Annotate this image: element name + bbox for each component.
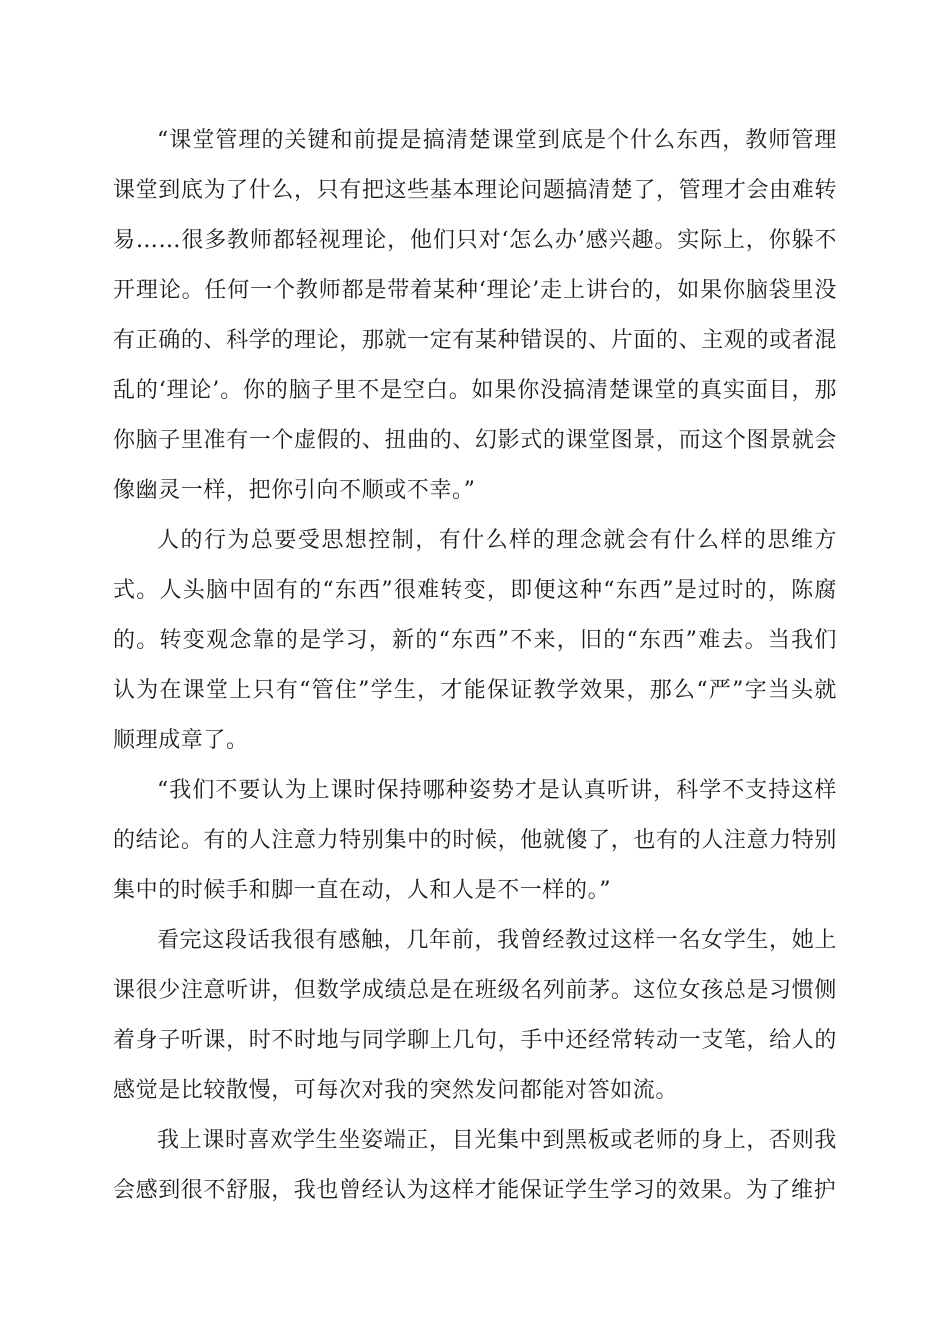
paragraph-3: “我们不要认为上课时保持哪种姿势才是认真听讲，科学不支持这样的结论。有的人注意力特别集中的时候，他就傻了，也有的人注意力特别集中的时候手和脚一直在动，人和人是不一样的。” (113, 778, 837, 903)
paragraph-5: 我上课时喜欢学生坐姿端正，目光集中到黑板或老师的身上，否则我会感到很不舒服，我也曾经认为这样才能保证学生学习的效果。为了维护 (113, 1128, 837, 1203)
document-body (113, 116, 837, 1216)
paragraph-2: 人的行为总要受思想控制，有什么样的理念就会有什么样的思维方式。人头脑中固有的“东西”很难转变，即便这种“东西”是过时的，陈腐的。转变观念靠的是学习，新的“东西”不来，旧的“东西”难去。当我们认为在课堂上只有“管住”学生，才能保证教学效果，那么“严”字当头就顺理成章了。 (113, 528, 837, 753)
paragraph-4: 看完这段话我很有感触，几年前，我曾经教过这样一名女学生，她上课很少注意听讲，但数学成绩总是在班级名列前茅。这位女孩总是习惯侧着身子听课，时不时地与同学聊上几句，手中还经常转动一支笔，给人的感觉是比较散慢，可每次对我的突然发问都能对答如流。 (113, 928, 837, 1103)
paragraph-1: “课堂管理的关键和前提是搞清楚课堂到底是个什么东西，教师管理课堂到底为了什么，只有把这些基本理论问题搞清楚了，管理才会由难转易……很多教师都轻视理论，他们只对‘怎么办’感兴趣。实际上，你躲不开理论。任何一个教师都是带着某种‘理论’走上讲台的，如果你脑袋里没有正确的、科学的理论，那就一定有某种错误的、片面的、主观的或者混乱的‘理论’。你的脑子里不是空白。如果你没搞清楚课堂的真实面目，那你脑子里准有一个虚假的、扭曲的、幻影式的课堂图景，而这个图景就会像幽灵一样，把你引向不顺或不幸。” (113, 128, 837, 503)
